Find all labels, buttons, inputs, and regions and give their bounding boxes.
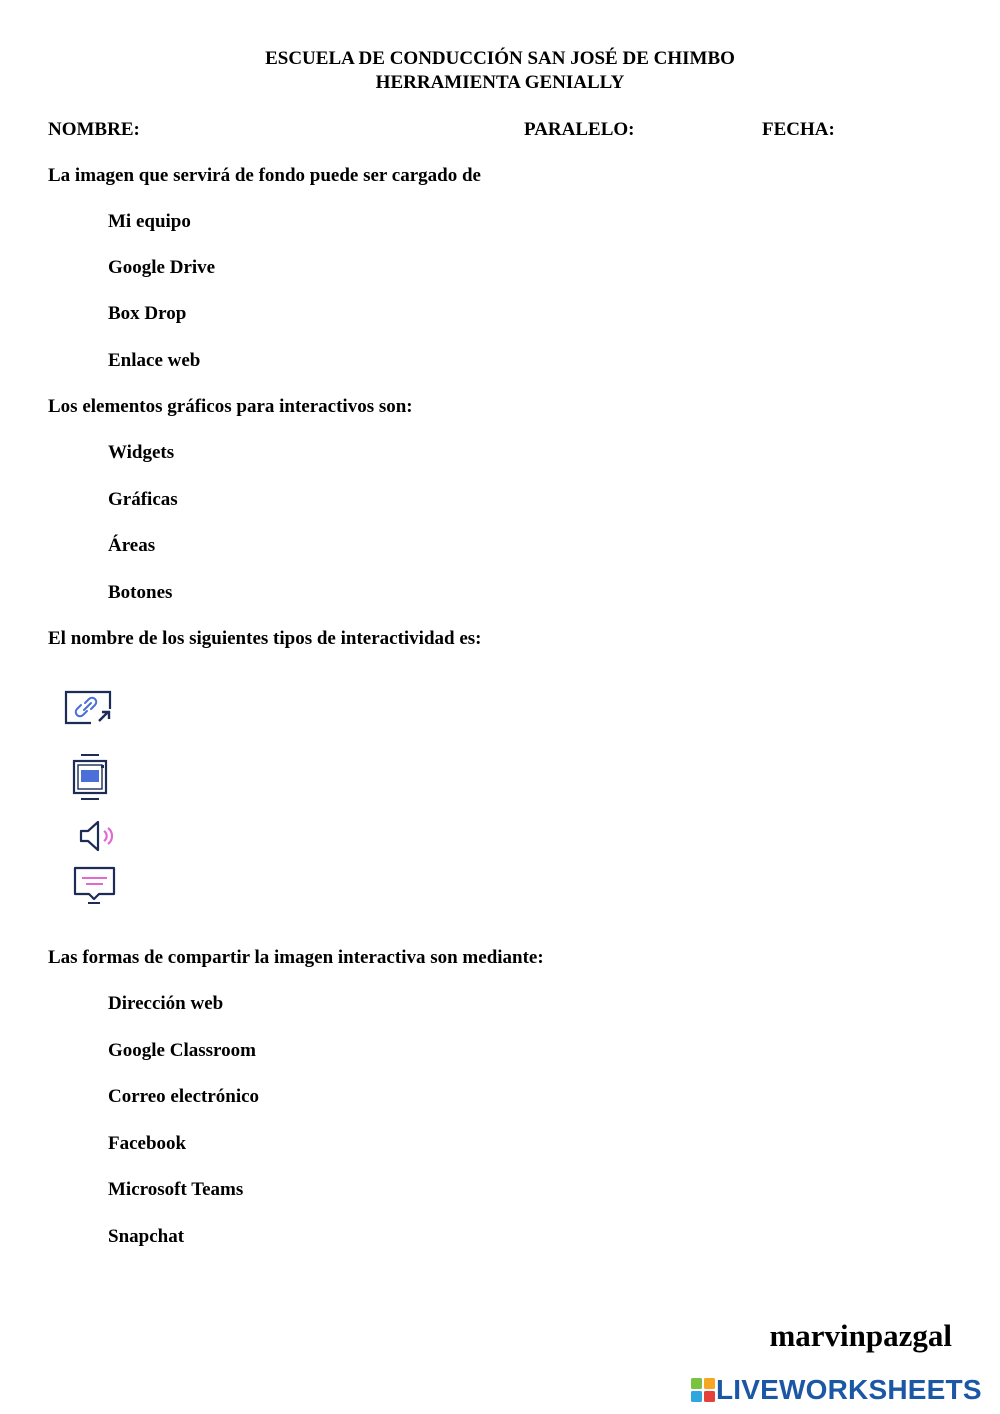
question-4: Las formas de compartir la imagen interactiva son mediante: — [48, 947, 544, 968]
page-subtitle: HERRAMIENTA GENIALLY — [375, 72, 625, 93]
question-2: Los elementos gráficos para interactivos son: — [48, 396, 413, 417]
option-microsoft-teams[interactable]: Microsoft Teams — [108, 1179, 244, 1200]
option-snapchat[interactable]: Snapchat — [108, 1226, 185, 1247]
option-facebook[interactable]: Facebook — [108, 1133, 187, 1154]
option-areas[interactable]: Áreas — [108, 535, 156, 556]
option-correo-electronico[interactable]: Correo electrónico — [108, 1086, 260, 1107]
liveworksheets-logo — [690, 1374, 982, 1406]
option-widgets[interactable]: Widgets — [108, 442, 175, 463]
window-frame-icon — [70, 753, 110, 803]
option-enlace-web[interactable]: Enlace web — [108, 350, 201, 371]
paralelo-label: PARALELO: — [524, 119, 635, 140]
question-1: La imagen que servirá de fondo puede ser cargado de — [48, 165, 481, 186]
link-window-icon — [63, 689, 115, 727]
option-graficas[interactable]: Gráficas — [108, 489, 178, 510]
liveworksheets-brand: LIVEWORKSHEETS — [716, 1374, 982, 1405]
option-google-classroom[interactable]: Google Classroom — [108, 1040, 256, 1061]
option-botones[interactable]: Botones — [108, 582, 173, 603]
liveworksheets-mark-icon — [690, 1377, 716, 1403]
option-direccion-web[interactable]: Dirección web — [108, 993, 224, 1014]
option-google-drive[interactable]: Google Drive — [108, 257, 216, 278]
option-mi-equipo[interactable]: Mi equipo — [108, 211, 191, 232]
tooltip-message-icon — [72, 866, 118, 906]
question-3: El nombre de los siguientes tipos de interactividad es: — [48, 628, 482, 649]
page-title: ESCUELA DE CONDUCCIÓN SAN JOSÉ DE CHIMBO — [265, 48, 735, 69]
fecha-label: FECHA: — [762, 119, 835, 140]
speaker-icon — [78, 820, 116, 852]
author-name: marvinpazgal — [769, 1318, 952, 1353]
nombre-label: NOMBRE: — [48, 119, 140, 140]
option-box-drop[interactable]: Box Drop — [108, 303, 187, 324]
